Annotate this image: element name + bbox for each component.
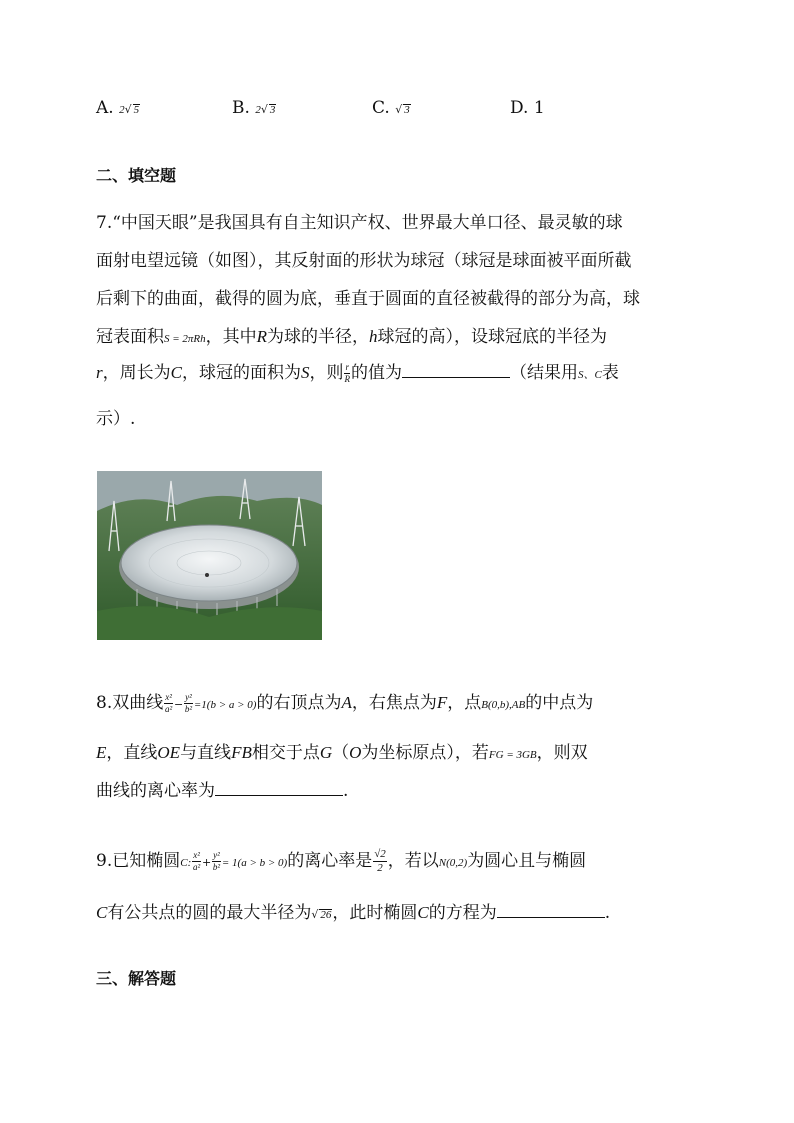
q9-answer-blank[interactable] [497,901,605,918]
fast-telescope-photo [97,471,322,640]
q7-line-2: 面射电望远镜（如图），其反射面的形状为球冠（球冠是球面被平面所截 [96,251,632,271]
q7-line-6: 示）. [96,409,136,429]
q8-line-1: 8.双曲线 $\frac{\text{x²}}{\text{a²}}$ − $\frac{\text{y²}}{\text{b²}}$ =1(b > a > 0)的右顶点为A，右焦点为F，点B(0,b),AB的中点为 [96,692,594,714]
section-heading-solutions: 三、解答题 [96,969,177,988]
option-b: B. 2√ 3 [232,98,276,118]
telescope-illustration [97,471,322,640]
q7-line-5: r，周长为C，球冠的面积为S，则 $\frac{r}{R}$ 的值为 （结果用S、C表 [96,362,619,384]
q8-line-2: E，直线OE与直线FB相交于点G（O为坐标原点），若FG = 3GB，则双 [96,743,588,763]
option-c: C. √ 3 [372,98,410,118]
option-d: D. 1 [510,98,545,118]
q7-line-4: 冠表面积S = 2πRh，其中R为球的半径，h球冠的高），设球冠底的半径为 [96,327,608,347]
q7-answer-blank[interactable] [402,361,510,378]
q7-line-3: 后剩下的曲面，截得的圆为底，垂直于圆面的直径被截得的部分为高，球 [96,289,640,309]
section-heading-fill-in: 二、填空题 [96,166,177,185]
option-a: A. 2√ 5 [96,98,140,118]
q8-line-3: 曲线的离心率为 . [96,781,349,801]
formula-sphere-cap-area: S = 2πRh [164,333,206,345]
fraction-r-over-R: $\frac{r}{R}$ [344,362,350,384]
fraction-eccentricity: $\frac{√2}{2}$ [374,848,386,874]
fraction-y2-over-b2: $\frac{\text{y²}}{\text{b²}}$ [184,692,193,714]
q9-line-2: C有公共点的圆的最大半径为√ 26，此时椭圆C的方程为 . [96,903,611,923]
fraction-x2-over-a2: $\frac{\text{x²}}{\text{a²}}$ [164,692,173,714]
q9-line-1: 9.已知椭圆C: $\frac{\text{x²}}{\text{a²}}$ + $\frac{\text{y²}}{\text{b²}}$ = 1(a > b > 0)的离心率是 $\frac{√2}{2}$ ，若以N(0,2)为圆心且与椭圆 [96,848,587,874]
q8-answer-blank[interactable] [215,779,343,796]
fraction-x2-over-a2: $\frac{\text{x²}}{\text{a²}}$ [192,850,201,872]
vector-equation: FG = 3GB [488,749,537,761]
q7-line-1: 7.“中国天眼”是我国具有自主知识产权、世界最大单口径、最灵敏的球 [96,213,623,233]
fraction-y2-over-b2: $\frac{\text{y²}}{\text{b²}}$ [212,850,221,872]
